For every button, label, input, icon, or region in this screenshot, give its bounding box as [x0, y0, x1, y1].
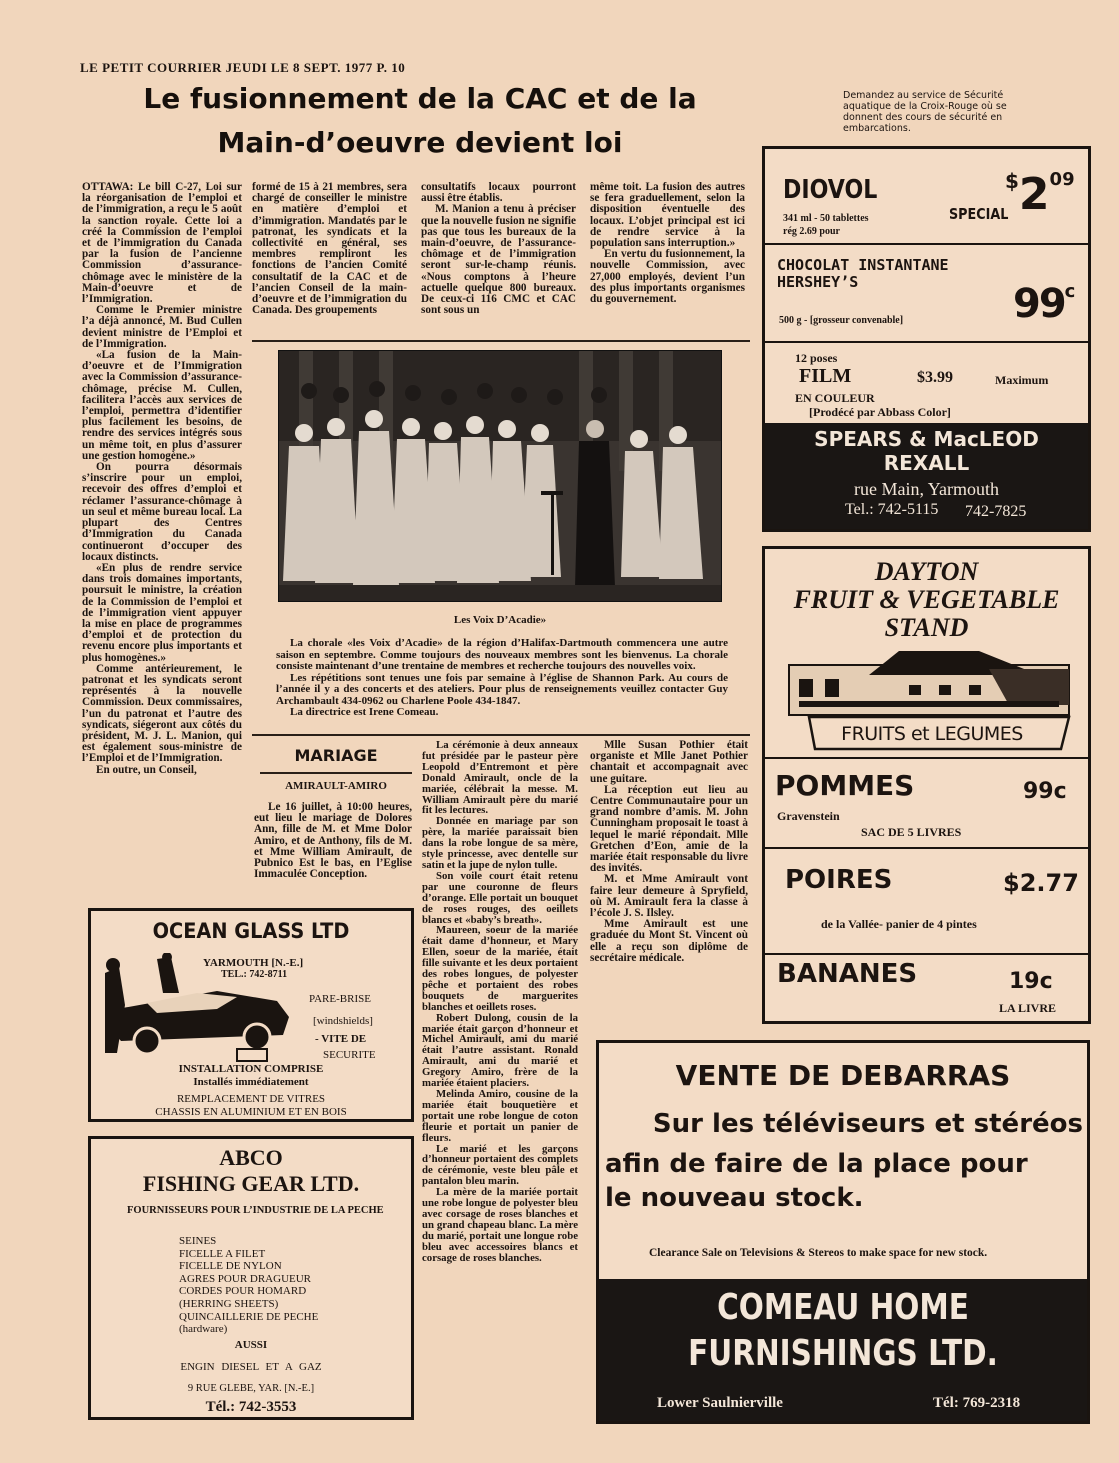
photo-caption-title: Les Voix D’Acadie» — [453, 614, 547, 626]
chocolat-price-cent: c — [1064, 281, 1076, 302]
dayton-divider — [765, 757, 1088, 759]
dayton-title-2: FRUIT & VEGETABLE — [793, 585, 1060, 614]
comeau-store-1: COMEAU HOME — [717, 1287, 969, 1328]
rexall-store-banner — [765, 423, 1088, 529]
mariage-paragraph: La cérémonie à deux anneaux fut présidée par le pasteur père Leopold d’Entremont et père Donald Amirault, oncle de la mariée, célébrait la messe. M. William Amirault père du marié fit les lectures. — [422, 740, 578, 817]
mariage-subheading: AMIRAULT-AMIRO — [285, 780, 387, 792]
abco-title-1: ABCO — [219, 1145, 283, 1170]
article-paragraph: «En plus de rendre service dans trois domaines importants, poursuit le ministre, la création de la Commission de l’emploi et de l’immigration vient appuyer la mise en place de programmes d’emploi et de protection du revenu encore plus importants et plus homogènes.» — [82, 561, 242, 664]
abco-item: (hardware) — [179, 1323, 228, 1336]
mariage-heading: MARIAGE — [294, 746, 378, 765]
comeau-store-2: FURNISHINGS LTD. — [688, 1333, 998, 1374]
choir-photo — [278, 350, 722, 602]
dayton-sign: FRUITS et LEGUMES — [841, 723, 1023, 745]
diovol-price — [1005, 169, 1075, 220]
caption-paragraph: La directrice est Irene Comeau. — [290, 706, 439, 718]
croix-rouge-notice: Demandez au service de Sécurité aquatique de la Croix-Rouge où se donnent des cours de sécurité en embarcations. — [843, 90, 1007, 134]
chocolat-name: CHOCOLAT INSTANTANE HERSHEY’S — [777, 256, 949, 291]
choir-photo-drawing — [279, 351, 722, 602]
abco-aussi: AUSSI — [234, 1339, 268, 1351]
abco-item: AGRES POUR DRAGUEUR — [179, 1272, 312, 1285]
comeau-location: Lower Saulnierville — [657, 1395, 783, 1411]
pommes-label: POMMES — [775, 769, 915, 802]
chocolat-price-main: 99 — [1013, 281, 1065, 327]
mariage-paragraph: Melinda Amiro, cousine de la mariée était bouquetière et portait une robe longue de coton fleurie et portait un panier de fleurs. — [422, 1088, 578, 1144]
chocolat-cell — [765, 245, 1088, 343]
diovol-price-cents: 09 — [1049, 169, 1075, 190]
mariage-paragraph: Le marié et les garçons d’honneur portaient des complets de cérémonie, veste bleu pâle et pantalon bleu marin. — [422, 1142, 578, 1188]
ocean-tel: TEL.: 742-8711 — [221, 969, 288, 980]
store-tel2: 742-7825 — [965, 503, 1027, 520]
pommes-variety: Gravenstein — [777, 809, 840, 823]
dayton-title-1: DAYTON — [874, 557, 979, 586]
article-column-2 — [252, 182, 407, 338]
mariage-column-1 — [254, 802, 412, 902]
ocean-windshields: [windshields] — [313, 1015, 373, 1027]
abco-tel: Tél.: 742-3553 — [205, 1399, 297, 1415]
column-rule — [252, 340, 750, 342]
ocean-installation: INSTALLATION COMPRISE — [178, 1063, 324, 1075]
abco-address: 9 RUE GLEBE, YAR. [N.-E.] — [187, 1383, 315, 1394]
abco-item: SEINES — [179, 1235, 217, 1247]
article-paragraph: «La fusion de la Main-d’oeuvre et de l’Immigration avec la Commission d’assurance-chômage, précise M. Cullen, facilitera l’accès aux services de l’emploi, permettra d’identifier plus facilement les besoins, de rendre des services intégrés sous un même toit, en plus d’assurer une gestion homogène.» — [82, 349, 242, 462]
mariage-paragraph: Mlle Susan Pothier était organiste et Mlle Janet Pothier chantait et accompagnait avec une guitare. — [590, 740, 748, 785]
comeau-line-1: Sur les téléviseurs et stéréos — [652, 1109, 1083, 1139]
diovol-detail2: rég 2.69 pour — [783, 226, 840, 237]
mariage-column-3 — [590, 740, 748, 1030]
store-tel: Tel.: 742-5115 — [845, 501, 939, 518]
chocolat-detail: 500 g - [grosseur convenable] — [779, 315, 904, 326]
comeau-ad — [596, 1040, 1090, 1424]
pommes-price: 99c — [1023, 779, 1067, 804]
comeau-line-3: le nouveau stock. — [605, 1183, 864, 1213]
mariage-paragraph: M. et Mme Amirault vont faire leur demeure à Spryfield, où M. Amirault fera la classe à l’école J. S. Ilsley. — [590, 873, 748, 920]
diovol-price-dollar: $ — [1005, 169, 1019, 193]
store-address: rue Main, Yarmouth — [854, 479, 999, 499]
mariage-rule — [260, 772, 412, 774]
article-paragraph: formé de 15 à 21 membres, sera chargé de conseiller le ministre en matière d’emploi et d’immigration. Mandatés par le patronat, les syndicats et la collectivité en général, ses membres rempliront les fonctions de l’ancien Comité consultatif de la CAC et de l’ancien Conseil de la main-d’oeuvre et de l’immigration du Canada. Des groupements — [252, 182, 407, 317]
bananes-price: 19c — [1009, 969, 1053, 994]
diovol-name: DIOVOL — [783, 175, 878, 205]
chocolat-price — [1013, 281, 1075, 327]
article-column-1 — [82, 182, 242, 902]
mariage-paragraph: Mme Amirault est une graduée du Mont St. Vincent où elle a reçu son diplôme de secrétaire médicale. — [590, 918, 748, 964]
diovol-cell — [765, 149, 1088, 245]
poires-label: POIRES — [785, 865, 893, 895]
caption-paragraph: Les répétitions sont tenues une fois par semaine à l’église de Shannon Park. Au cours de l’année il y a des concerts et des ateliers. Pour plus de renseignements veuillez contacter Guy Archambault 434-0962 ou Charlene Poole 434-1847. — [276, 671, 728, 707]
poires-price: $2.77 — [1003, 869, 1079, 897]
dayton-divider — [765, 953, 1088, 955]
film-poses: 12 poses — [795, 351, 838, 365]
mariage-paragraph: La réception eut lieu au Centre Communautaire pour un grand nombre d’amis. M. John Cunningham proposait le toast à lequel le marié répondait. Mlle Gretchen d’Eon, amie de la mariée était responsable du livre des invités. — [590, 783, 748, 875]
abco-title-2: FISHING GEAR LTD. — [142, 1171, 360, 1196]
photo-caption-body — [276, 638, 728, 719]
ocean-glass-ad — [88, 908, 414, 1122]
comeau-title: VENTE DE DEBARRAS — [675, 1059, 1011, 1092]
article-paragraph: OTTAWA: Le bill C-27, Loi sur la réorganisation de l’emploi et de l’immigration, a reçu le 5 août la sanction royale. Cette loi a créé la Commission de l’emploi et de l’immigration du Canada par la fusion de l’ancienne Commission d’assurance-chômage avec le ministère de la Main-d’oeuvre et de l’Immigration. — [82, 182, 242, 306]
abco-item: FICELLE DE NYLON — [179, 1260, 282, 1273]
dayton-ad — [762, 546, 1091, 1024]
poires-detail: de la Vallée- panier de 4 pintes — [821, 917, 977, 931]
store-name-2: REXALL — [883, 451, 970, 475]
film-process: [Prodécé par Abbass Color] — [809, 405, 951, 419]
store-name-1: SPEARS & MacLEOD — [814, 427, 1039, 451]
pommes-unit: SAC DE 5 LIVRES — [861, 825, 962, 839]
ocean-pare-brise: PARE-BRISE — [309, 993, 371, 1005]
film-cell — [765, 343, 1088, 529]
article-paragraph: En outre, un Conseil, — [96, 763, 197, 776]
article-title-line1: Le fusionnement de la CAC et de la — [143, 82, 697, 115]
article-paragraph: consultatifs locaux pourront aussi être établis. — [421, 182, 576, 205]
bananes-label: BANANES — [777, 959, 918, 989]
ocean-title: OCEAN GLASS LTD — [152, 919, 350, 943]
article-paragraph: Comme antérieurement, le patronat et les syndicats seront représentés à la nouvelle Commission. Deux commissaires, l’un du patronat et l’autre des syndicats, siégeront aux côtés du président, M. J. L. Manion, qui est également sous-ministre de l’Emploi et de l’Immigration. — [82, 662, 242, 765]
comeau-tel: Tél: 769-2318 — [933, 1395, 1021, 1411]
abco-item: FICELLE A FILET — [179, 1247, 266, 1260]
article-column-3 — [421, 182, 576, 338]
mariage-paragraph: Maureen, soeur de la mariée était dame d’honneur, et Mary Ellen, soeur de la mariée, était fille suivante et les deux portaient des robes longues, de polyester pêche et portaient des robes bouquets de marguerites blanches et oeillets roses. — [422, 924, 578, 1013]
ocean-installes: Installés immédiatement — [193, 1076, 309, 1088]
ocean-securite: SECURITE — [323, 1049, 376, 1061]
bananes-unit: LA LIVRE — [999, 1001, 1057, 1015]
diovol-detail1: 341 ml - 50 tablettes — [783, 213, 869, 224]
film-max: Maximum — [995, 373, 1049, 387]
article-paragraph: En vertu du fusionnement, la nouvelle Commission, avec 27,000 employés, devient l’un des plus importants organismes du gouvernement. — [590, 248, 745, 306]
mariage-column-2 — [422, 740, 578, 1424]
article-title-line2: Main-d’oeuvre devient loi — [217, 126, 623, 159]
rexall-ad — [762, 146, 1091, 532]
abco-intro: FOURNISSEURS POUR L’INDUSTRIE DE LA PECHE — [127, 1205, 384, 1216]
abco-item: (HERRING SHEETS) — [179, 1297, 279, 1310]
film-couleur: EN COULEUR — [795, 391, 875, 405]
film-name: FILM — [799, 365, 852, 387]
comeau-store-banner — [599, 1279, 1087, 1421]
mariage-paragraph: La mère de la mariée portait une robe longue de polyester bleu avec corsage de roses blanches et un grand chapeau blanc. La mère du marié, portait une longue robe bleu avec accessoires blancs et corsage de roses blanches. — [422, 1186, 578, 1264]
dayton-title-3: STAND — [884, 613, 969, 642]
article-paragraph: même toit. La fusion des autres se fera graduellement, selon la disposition éventuelle des locaux. L’objet principal est ici de rendre service à la population sans interruption.» — [590, 182, 745, 250]
abco-items — [179, 1235, 318, 1336]
article-paragraph: M. Manion a tenu à préciser que la nouvelle fusion ne signifie pas que tous les bureaux de la main-d’oeuvre, de l’assurance-chômage et de l’immigration seront sur-le-champ réunis. «Nous comptons à l’heure actuelle quelque 800 bureaux. De ceux-ci 116 CMC et CAC sont sous un — [421, 203, 576, 317]
ocean-vite: - VITE DE — [315, 1033, 367, 1045]
article-paragraph: Comme le Premier ministre l’a déjà annoncé, M. Bud Cullen devient ministre de l’Emploi et de l’Immigration. — [82, 304, 242, 350]
article-paragraph: On pourra désormais s’inscrire pour un emploi, recevoir des offres d’emploi et réclamer l’assurance-chômage à un seul et même bureau local. La plupart des Centres d’Immigration du Canada continueront d’occuper des locaux distincts. — [82, 461, 242, 563]
dayton-divider — [765, 847, 1088, 849]
abco-engin: ENGIN DIESEL ET A GAZ — [180, 1361, 322, 1373]
article-column-4 — [590, 182, 745, 338]
comeau-english: Clearance Sale on Televisions & Stereos to make space for new stock. — [649, 1247, 988, 1259]
ocean-remplacement: REMPLACEMENT DE VITRES — [176, 1093, 326, 1105]
special-label: SPECIAL — [949, 205, 1009, 223]
comeau-line-2: afin de faire de la place pour — [605, 1149, 1028, 1179]
abco-ad — [88, 1136, 414, 1420]
ocean-location: YARMOUTH [N.-E.] — [203, 957, 304, 969]
ocean-chassis: CHASSIS EN ALUMINIUM ET EN BOIS — [155, 1106, 347, 1118]
mariage-paragraph: Donnée en mariage par son père, la mariée paraissait bien dans la robe longue de sa mère, style princesse, avec dentelle sur satin et la jupe de nylon tulle. — [422, 815, 578, 871]
mariage-paragraph: Son voile court était retenu par une couronne de fleurs d’orange. Elle portait un bouquet de roses rouges, des oeillets blancs et «baby’s breath». — [422, 869, 578, 926]
mariage-paragraph: Robert Dulong, cousin de la mariée était garçon d’honneur et Michel Amirault, ami du marié était l’autre assistant. Ronald Amirault, ami du marié et Gregory Amiro, frère de la mariée étaient placiers. — [422, 1011, 578, 1090]
abco-item: CORDES POUR HOMARD — [179, 1285, 307, 1298]
diovol-price-main: 2 — [1018, 169, 1050, 220]
caption-rule — [252, 734, 750, 736]
page-header: LE PETIT COURRIER JEUDI LE 8 SEPT. 1977 P. 10 — [80, 60, 406, 75]
mariage-paragraph: Le 16 juillet, à 10:00 heures, eut lieu le mariage de Dolores Ann, fille de M. et Mme Dolor Amiro, et de Anthony, fils de M. et Mme William Amirault, de Pubnico Est le bas, en l’Eglise Immaculée Conception. — [254, 802, 412, 881]
film-price: $3.99 — [917, 369, 953, 386]
caption-paragraph: La chorale «les Voix d’Acadie» de la région d’Halifax-Dartmouth commencera une autre saison en septembre. Comme toujours des nouveaux membres sont les bienvenus. La chorale consiste maintenant d’une trentaine de membres et recherche toujours des nouvelles voix. — [276, 638, 728, 672]
abco-item: QUINCAILLERIE DE PECHE — [179, 1310, 319, 1323]
